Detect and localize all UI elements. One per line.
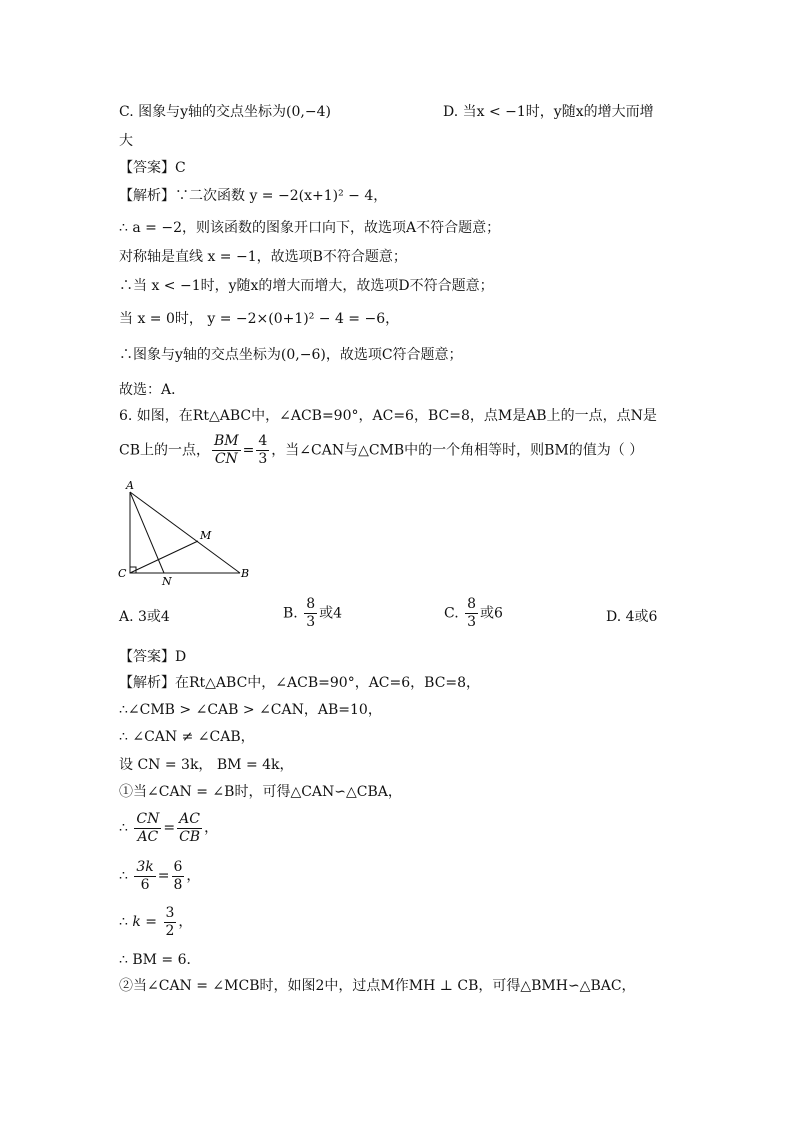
6-den: 6 [140, 876, 150, 893]
option-d-prev: D. 当x < −1时，y随x的增大而增 [443, 104, 654, 120]
ac-cb-fraction [177, 811, 202, 846]
q6-option-b [283, 596, 342, 631]
option-b-den: 3 [306, 614, 316, 630]
k-num: 3 [165, 904, 175, 921]
q6-stem-1: 6. 如图，在Rt△ABC中，∠ACB=90°，AC=6，BC=8，点M是AB上的一点，点N是 [119, 408, 657, 424]
option-c-fraction [465, 596, 478, 631]
equals-1: = [163, 820, 176, 836]
option-b-suffix: 或4 [319, 605, 343, 622]
option-b-num: 8 [306, 596, 316, 612]
comma-2: ， [186, 868, 201, 884]
ac-den: AC [137, 828, 159, 845]
q6-step-bm: ∴ BM = 6． [119, 952, 201, 968]
q5-sol-line-6: ∴图象与y轴的交点坐标为(0,−6)，故选项C符合题意； [119, 347, 463, 363]
equals-sign: = [242, 442, 255, 459]
frac-den: CN [214, 451, 238, 467]
label-n: N [162, 575, 172, 588]
q6-sol-line-5: ①当∠CAN = ∠B时，可得△CAN∽△CBA， [119, 784, 402, 800]
option-d-wrap: 大 [119, 133, 133, 149]
ratio-den: 3 [258, 451, 268, 467]
frac-num: BM [214, 433, 239, 449]
cn-ac-fraction [134, 811, 161, 846]
q6-stem-2-post: ，当∠CAN与△CMB中的一个角相等时，则BM的值为（ ） [271, 442, 644, 459]
bm-cn-fraction [212, 433, 241, 468]
k-den: 2 [165, 922, 175, 939]
6-8-fraction [172, 859, 185, 894]
6-num: 6 [173, 858, 183, 875]
k-equals: k = [132, 914, 158, 930]
option-b-prefix: B. [283, 605, 298, 622]
q5-sol-line-3: 对称轴是直线 x = −1，故选项B不符合题意； [119, 249, 407, 265]
q6-sol-line-4: 设 CN = 3k， BM = 4k， [119, 757, 294, 773]
q6-step-3k [119, 856, 200, 896]
q5-sol-line-4: ∴当 x < −1时，y随x的增大而增大，故选项D不符合题意； [119, 278, 494, 294]
cb-den: CB [179, 828, 201, 845]
q6-sol-line-2: ∴∠CMB > ∠CAB > ∠CAN，AB=10， [119, 702, 382, 718]
q5-answer: 【答案】C [119, 160, 186, 176]
option-c-num: 8 [467, 596, 477, 612]
q6-step-k [119, 902, 192, 942]
q6-option-d: D. 4或6 [606, 609, 658, 625]
option-c-prev: C. 图象与y轴的交点坐标为(0,−4) [119, 104, 331, 120]
8-den: 8 [173, 876, 183, 893]
cn-num: CN [136, 810, 160, 827]
q6-case-2: ②当∠CAN = ∠MCB时，如图2中，过点M作MH ⊥ CB，可得△BMH∽△BAC， [119, 978, 636, 994]
comma-3: ， [178, 914, 193, 930]
q5-sol-line-2: ∴ a = −2，则该函数的图象开口向下，故选项A不符合题意； [119, 220, 501, 236]
option-c-suffix: 或6 [480, 605, 503, 622]
q6-answer: 【答案】D [119, 649, 187, 665]
comma-1: ， [204, 820, 219, 836]
label-c: C [118, 567, 127, 580]
q6-sol-line-1: 【解析】在Rt△ABC中，∠ACB=90°，AC=6，BC=8， [119, 675, 481, 691]
q6-option-c [444, 596, 503, 631]
3-2-fraction [164, 905, 177, 940]
equals-2: = [157, 868, 170, 884]
3k-6-fraction [134, 859, 155, 894]
q6-stem-2-pre: CB上的一点， [119, 442, 210, 459]
option-c-prefix: C. [444, 605, 459, 622]
segment-cm [130, 541, 198, 573]
q6-sol-line-3: ∴ ∠CAN ≠ ∠CAB， [119, 729, 255, 745]
therefore-3: ∴ [119, 914, 128, 930]
q6-stem-2 [119, 433, 643, 468]
q5-sol-line-1: 【解析】∵二次函数 y = −2(x+1)² − 4， [119, 188, 388, 204]
option-c-den: 3 [467, 614, 477, 630]
q6-step-ratio [119, 808, 218, 848]
q6-option-a: A. 3或4 [119, 609, 170, 625]
option-b-fraction [304, 596, 317, 631]
ratio-fraction [256, 433, 269, 468]
label-b: B [241, 567, 250, 580]
therefore-1: ∴ [119, 820, 128, 836]
q5-sol-line-7: 故选：A． [119, 382, 186, 398]
triangle-figure [112, 478, 262, 588]
ratio-num: 4 [258, 433, 268, 449]
q5-sol-line-5: 当 x = 0时， y = −2×(0+1)² − 4 = −6， [119, 311, 400, 327]
label-m: M [200, 529, 212, 542]
therefore-2: ∴ [119, 868, 128, 884]
ac-num: AC [177, 811, 202, 829]
3k-num: 3k [136, 858, 154, 875]
label-a: A [126, 479, 134, 492]
